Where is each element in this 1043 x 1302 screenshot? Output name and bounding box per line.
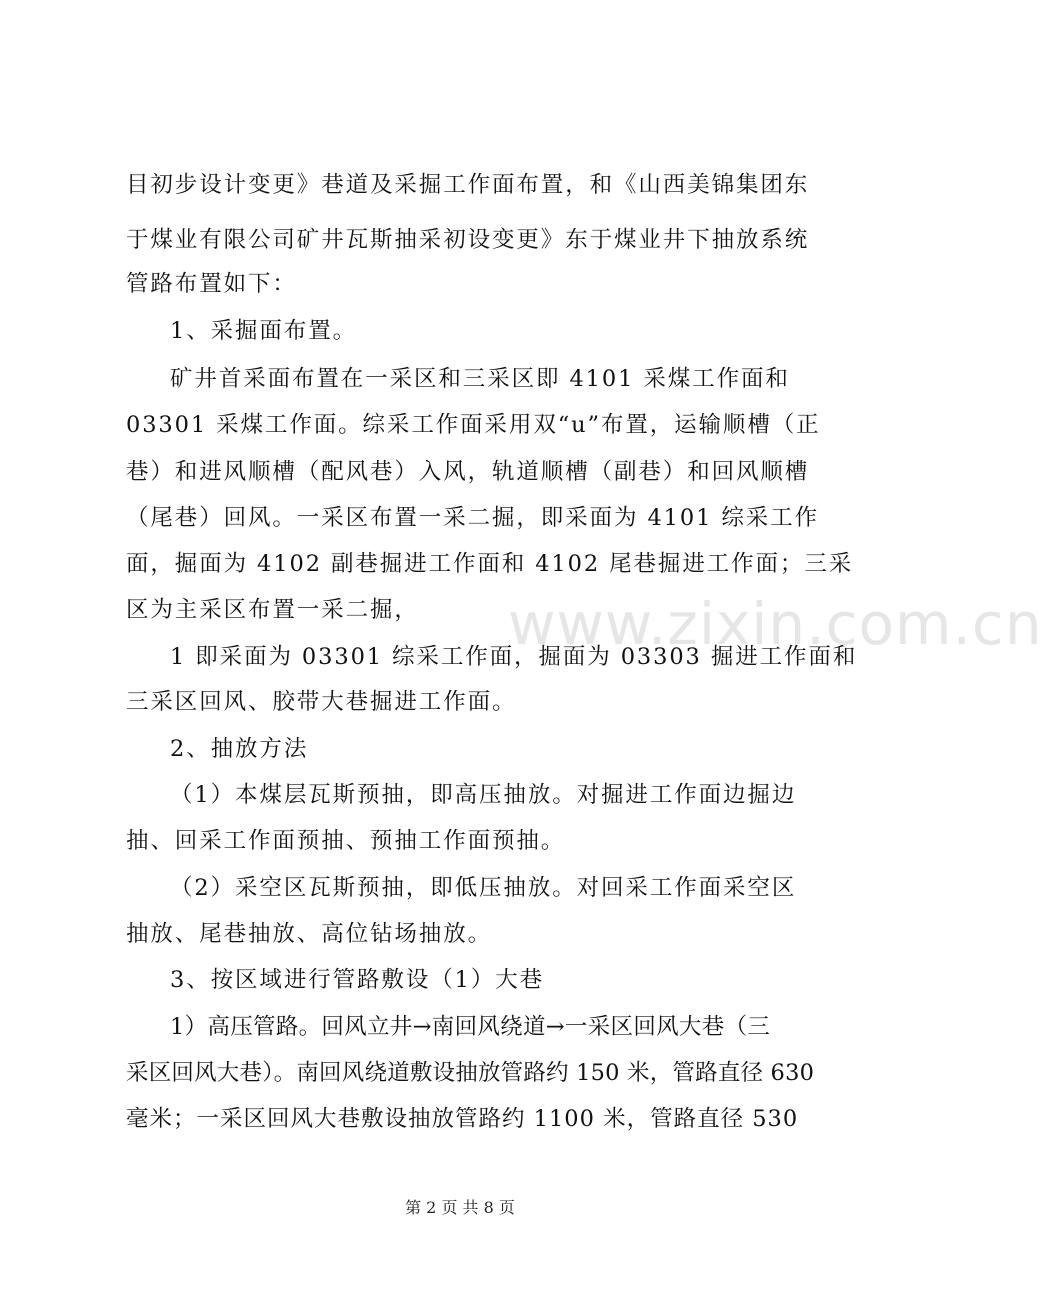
text-line: （1）本煤层瓦斯预抽，即高压抽放。对掘进工作面边掘边	[170, 782, 797, 808]
text-line: 巷）和进风顺槽（配风巷）入风，轨道顺槽（副巷）和回风顺槽	[126, 459, 810, 485]
text-line: 管路布置如下：	[126, 271, 297, 297]
text-line: 毫米；一采区回风大巷敷设抽放管路约 1100 米，管路直径 530	[126, 1106, 799, 1132]
text-line: （尾巷）回风。一采区布置一采二掘，即采面为 4101 综采工作	[126, 505, 819, 531]
text-line: 采区回风大巷）。南回风绕道敷设抽放管路约 150 米，管路直径 630	[126, 1060, 815, 1086]
section-heading: 1、采掘面布置。	[170, 318, 358, 344]
text-line: 目初步设计变更》巷道及采掘工作面布置，和《山西美锦集团东	[126, 172, 810, 198]
text-line: 于煤业有限公司矿井瓦斯抽采初设变更》东于煤业井下抽放系统	[126, 227, 810, 253]
text-line: 03301 采煤工作面。综采工作面采用双“u”布置，运输顺槽（正	[126, 412, 821, 438]
text-line: 抽放、尾巷抽放、高位钻场抽放。	[126, 921, 493, 947]
text-line: 面，掘面为 4102 副巷掘进工作面和 4102 尾巷掘进工作面；三采	[126, 551, 854, 577]
text-line: 矿井首采面布置在一采区和三采区即 4101 采煤工作面和	[170, 366, 790, 392]
section-heading: 2、抽放方法	[170, 736, 309, 762]
text-line: 1）高压管路。回风立井→南回风绕道→一采区回风大巷（三	[170, 1014, 771, 1040]
section-heading: 3、按区域进行管路敷设（1）大巷	[170, 967, 545, 993]
text-line: 抽、回采工作面预抽、预抽工作面预抽。	[126, 828, 566, 854]
text-line: 1 即采面为 03301 综采工作面，掘面为 03303 掘进工作面和	[170, 644, 858, 670]
watermark: www.zixin.com.cn	[508, 590, 1043, 658]
text-line: 三采区回风、胶带大巷掘进工作面。	[126, 689, 517, 715]
page-footer: 第 2 页 共 8 页	[405, 1198, 515, 1217]
text-line: 区为主采区布置一采二掘，	[126, 597, 419, 623]
text-line: （2）采空区瓦斯预抽，即低压抽放。对回采工作面采空区	[170, 875, 797, 901]
